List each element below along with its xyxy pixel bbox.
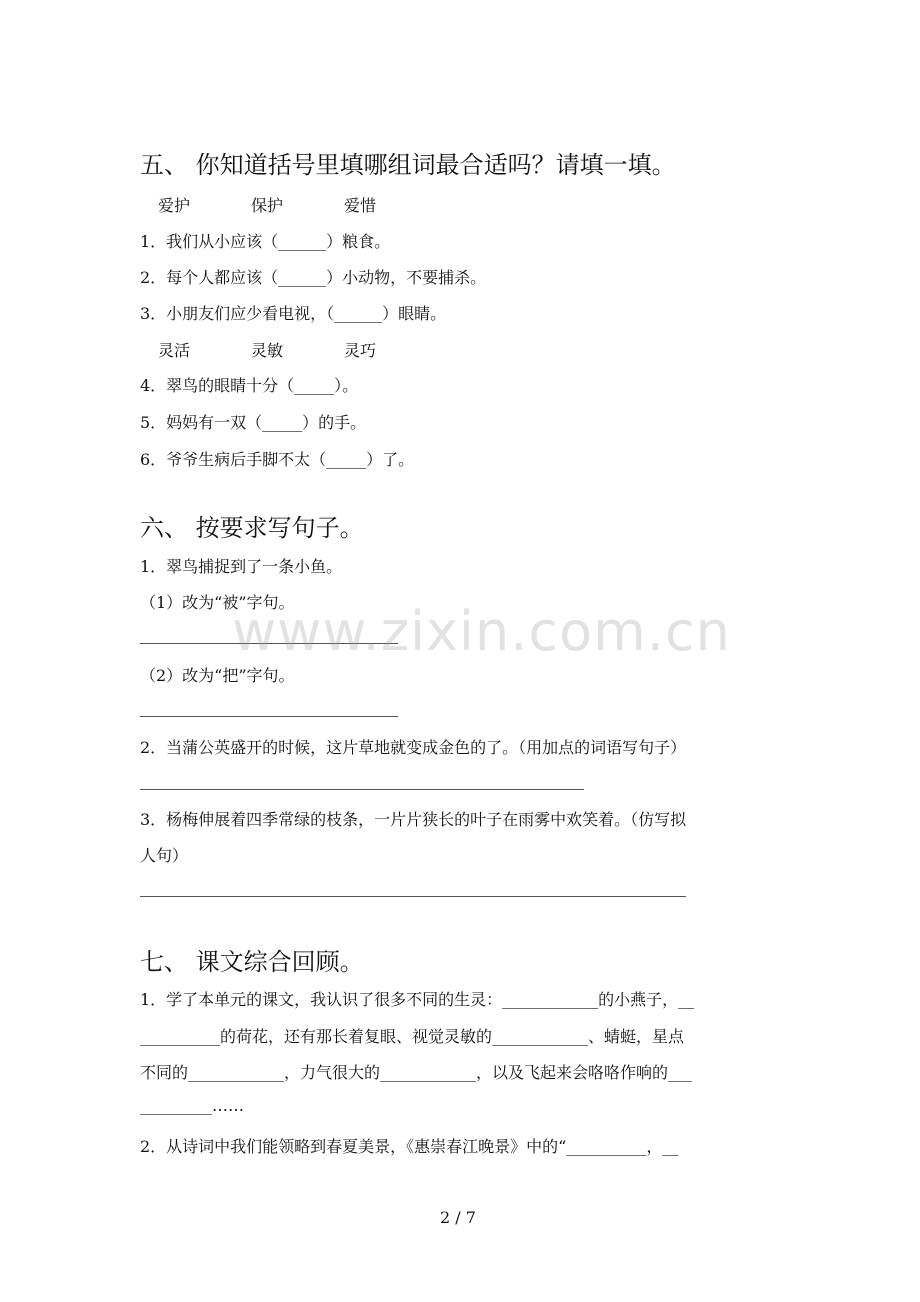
question-7-1-line-4: _________…… — [140, 1096, 244, 1115]
question-7-1-line-1: 1．学了本单元的课文，我认识了很多不同的生灵：____________的小燕子，__ — [140, 990, 695, 1009]
answer-line — [140, 896, 686, 897]
word-option: 灵巧 — [344, 341, 377, 360]
word-option: 爱护 — [158, 196, 191, 215]
question-5-4: 4．翠鸟的眼睛十分（_____）。 — [140, 376, 359, 395]
section-5-heading: 五、 你知道括号里填哪组词最合适吗？请填一填。 — [140, 151, 676, 179]
section-6-heading: 六、 按要求写句子。 — [140, 514, 364, 542]
word-option: 爱惜 — [344, 196, 377, 215]
question-6-1: 1．翠鸟捕捉到了一条小鱼。 — [140, 557, 343, 576]
question-5-3: 3．小朋友们应少看电视，（______）眼睛。 — [140, 304, 447, 323]
question-7-1-line-3: 不同的____________，力气很大的____________，以及飞起来会咯咯作响的___ — [140, 1063, 693, 1082]
question-5-6: 6．爷爷生病后手脚不太（_____）了。 — [140, 450, 415, 469]
question-7-2: 2．从诗词中我们能领略到春夏美景，《惠崇春江晚景》中的“__________，__ — [140, 1137, 679, 1156]
word-option: 灵活 — [158, 341, 191, 360]
question-7-1-line-2: __________的荷花，还有那长着复眼、视觉灵敏的____________、蜻蜓，星点 — [140, 1027, 685, 1046]
question-6-1-part-1: （1）改为“被”字句。 — [140, 593, 295, 612]
answer-line — [140, 716, 398, 717]
question-6-3-line-1: 3．杨梅伸展着四季常绿的枝条，一片片狭长的叶子在雨雾中欢笑着。（仿写拟 — [140, 810, 687, 829]
word-option: 保护 — [251, 196, 284, 215]
answer-line — [140, 789, 584, 790]
question-6-3-line-2: 人句） — [140, 846, 189, 865]
question-5-1: 1．我们从小应该（______）粮食。 — [140, 232, 391, 251]
question-6-2: 2．当蒲公英盛开的时候，这片草地就变成金色的了。（用加点的词语写句子） — [140, 738, 687, 757]
page-number: 2 / 7 — [440, 1208, 476, 1227]
watermark: www.zixin.com.cn — [232, 600, 731, 663]
section-7-heading: 七、 课文综合回顾。 — [140, 948, 364, 976]
word-option: 灵敏 — [251, 341, 284, 360]
question-5-2: 2．每个人都应该（______）小动物，不要捕杀。 — [140, 268, 487, 287]
question-6-1-part-2: （2）改为“把”字句。 — [140, 666, 295, 685]
question-5-5: 5．妈妈有一双（_____）的手。 — [140, 413, 367, 432]
